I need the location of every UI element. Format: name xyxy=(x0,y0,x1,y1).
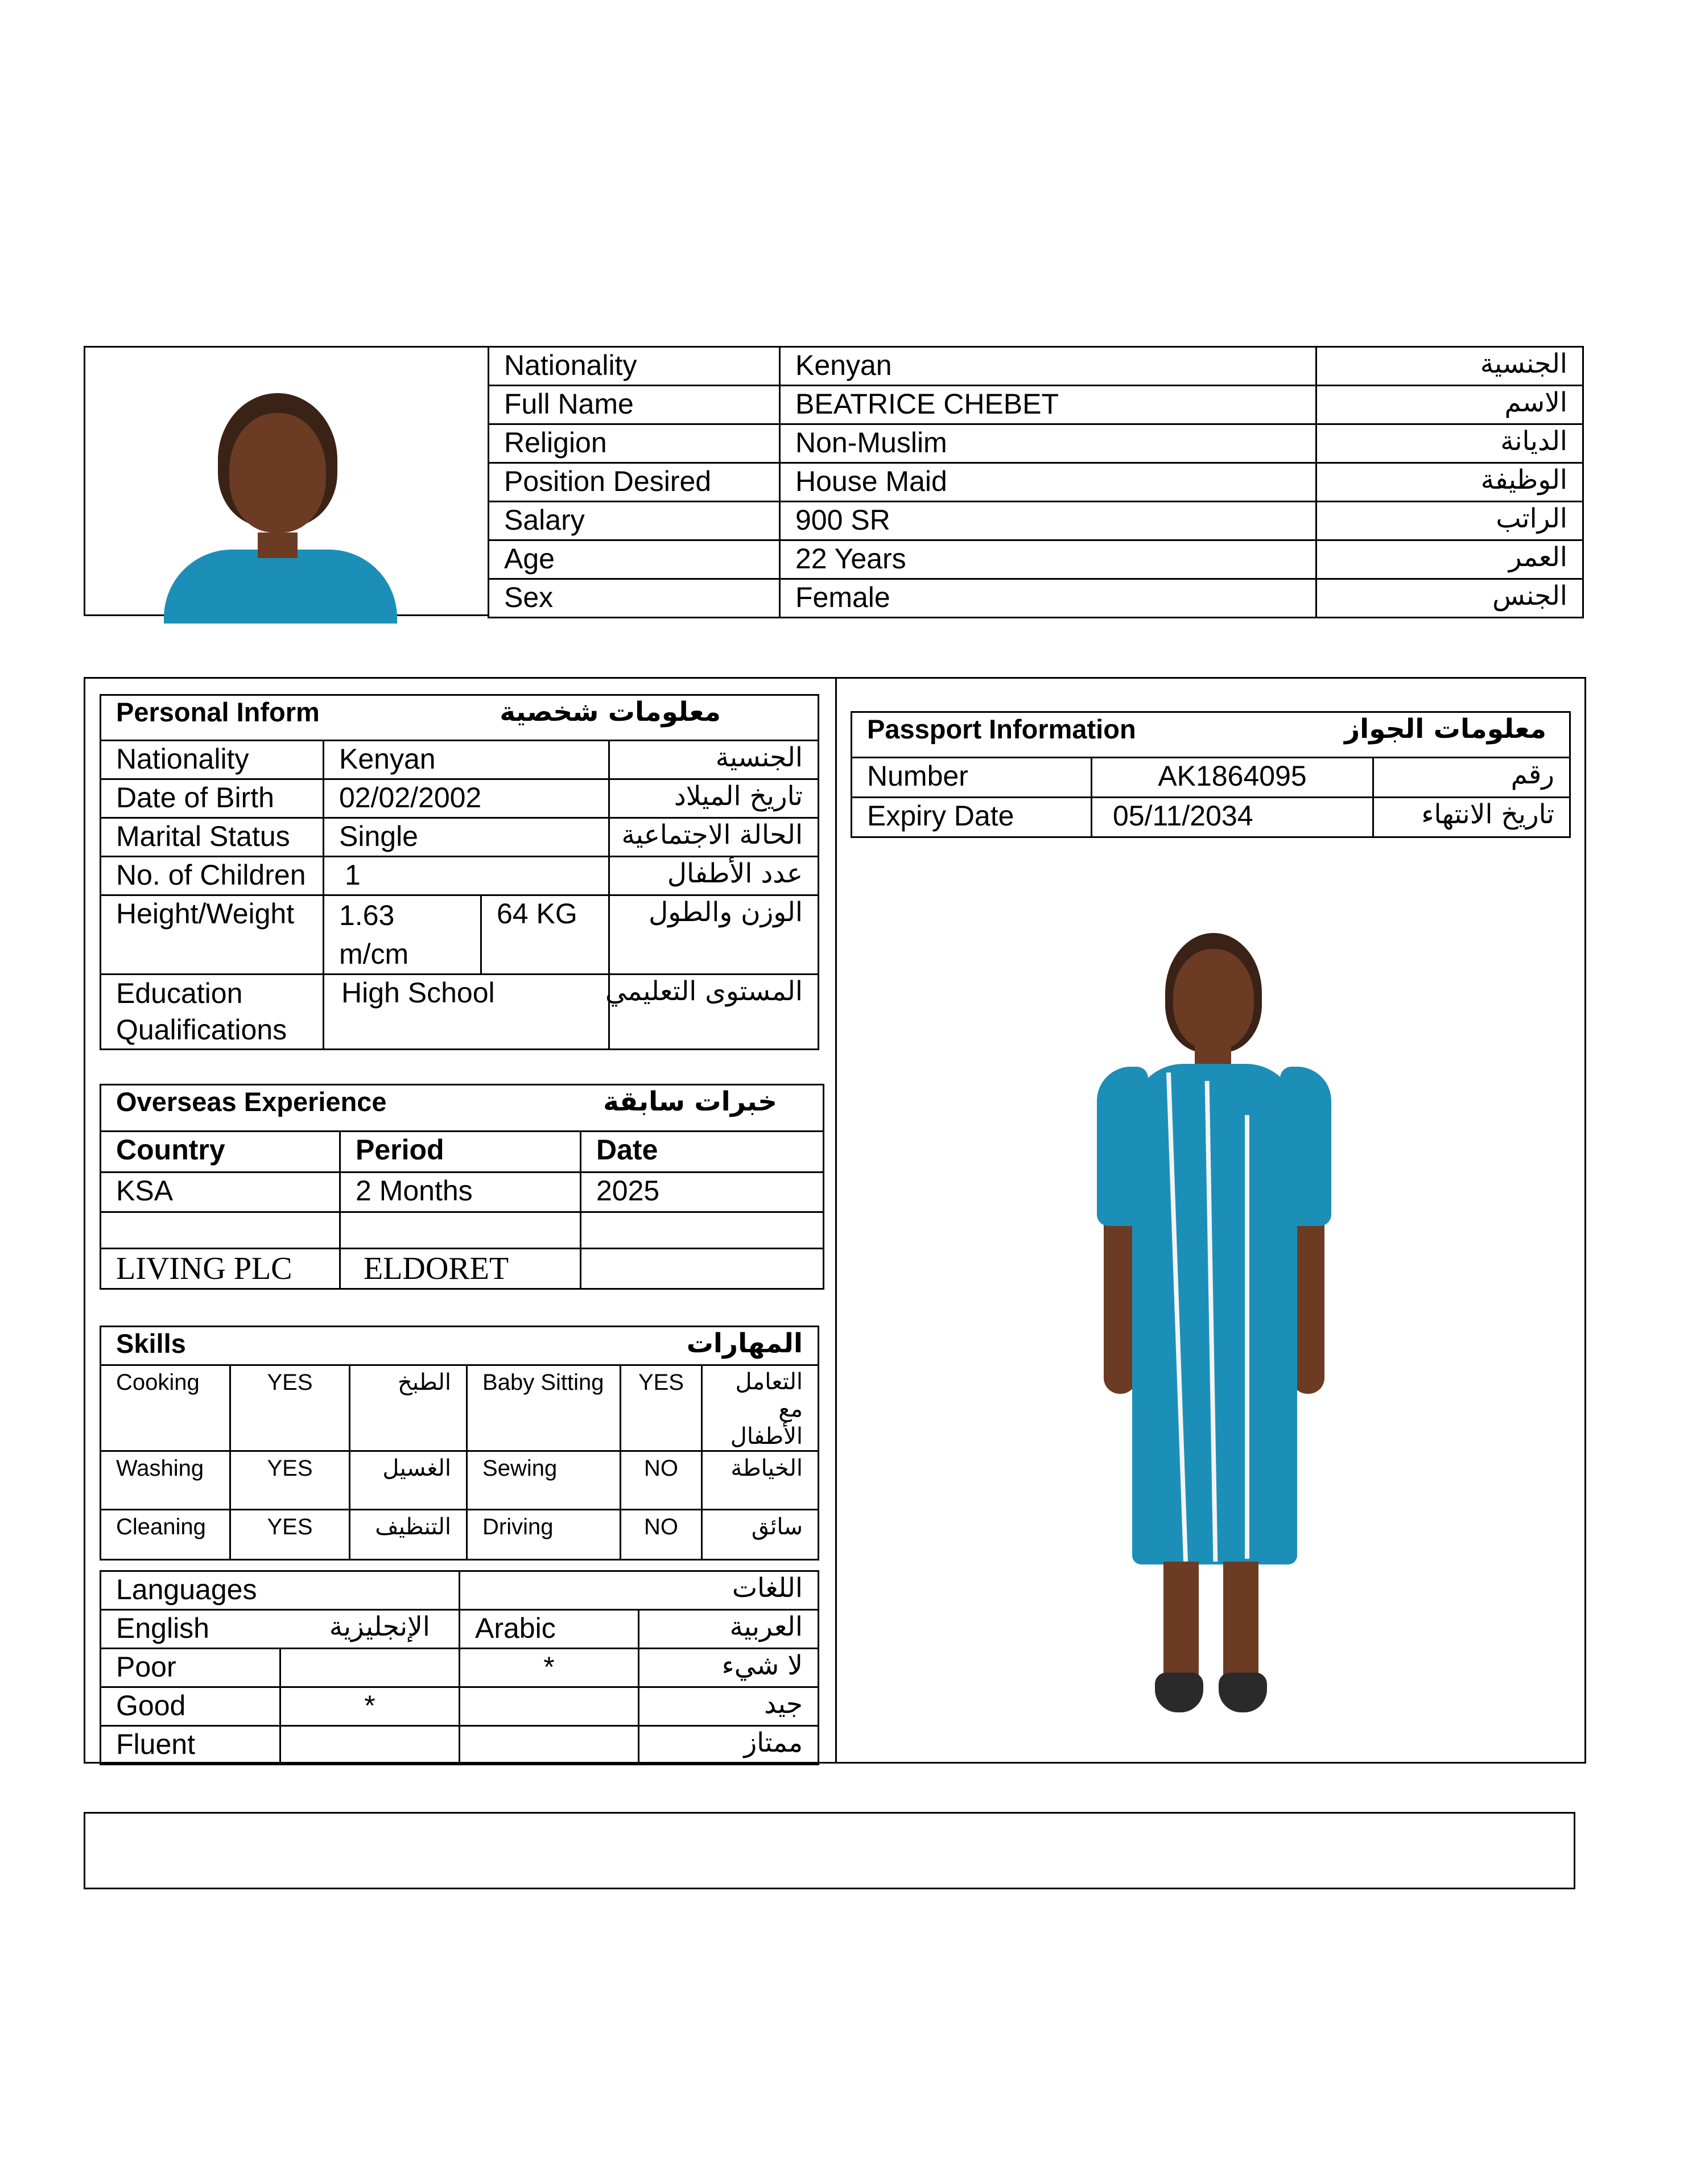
marital-label-ar: الحالة الاجتماعية xyxy=(609,818,819,857)
marital-label: Marital Status xyxy=(101,818,324,857)
header-label-ar: الجنس xyxy=(1316,579,1583,618)
personal-row-marital xyxy=(101,818,819,857)
overseas-country: KSA xyxy=(101,1172,340,1212)
passport-expiry-label: Expiry Date xyxy=(852,798,1092,837)
passport-info-table xyxy=(851,711,1571,838)
main-section-divider xyxy=(835,677,837,1764)
header-label: Salary xyxy=(489,502,780,540)
personal-row-nationality xyxy=(101,741,819,779)
header-photo-box xyxy=(84,346,488,616)
header-value: Non-Muslim xyxy=(780,424,1316,463)
skill-babysitting-value: YES xyxy=(621,1365,702,1451)
header-label-ar: الديانة xyxy=(1316,424,1583,463)
header-value: BEATRICE CHEBET xyxy=(780,386,1316,424)
header-label: Nationality xyxy=(489,347,780,386)
overseas-header-period: Period xyxy=(340,1132,581,1172)
personal-title-ar: معلومات شخصية xyxy=(481,695,819,741)
level-fluent-english xyxy=(280,1726,460,1765)
language-english: English xyxy=(116,1612,209,1644)
skill-driving-label: Driving xyxy=(467,1510,621,1560)
skill-babysitting-label-ar: التعامل مع الأطفال xyxy=(702,1365,819,1451)
overseas-row xyxy=(101,1172,824,1212)
nationality-label: Nationality xyxy=(101,741,324,779)
skills-row xyxy=(101,1451,819,1510)
skill-driving-label-ar: سائق xyxy=(702,1510,819,1560)
dob-value: 02/02/2002 xyxy=(324,779,609,818)
language-english-cell xyxy=(101,1610,460,1649)
header-label-ar: الوظيفة xyxy=(1316,463,1583,502)
skill-washing-value: YES xyxy=(230,1451,350,1510)
header-value: 22 Years xyxy=(780,540,1316,579)
overseas-date xyxy=(581,1212,824,1249)
passport-number-label-ar: رقم xyxy=(1373,758,1570,798)
nationality-value: Kenyan xyxy=(324,741,609,779)
skills-table xyxy=(100,1326,819,1560)
skill-washing-label: Washing xyxy=(101,1451,230,1510)
height-weight-label: Height/Weight xyxy=(101,895,324,975)
agency-location: ELDORET xyxy=(340,1249,581,1289)
full-body-photo xyxy=(1092,933,1331,1729)
skill-cleaning-label-ar: التنظيف xyxy=(350,1510,467,1560)
headshot-photo xyxy=(164,387,397,615)
passport-number-row xyxy=(852,758,1570,798)
level-poor-arabic: * xyxy=(460,1649,639,1687)
skills-row xyxy=(101,1365,819,1451)
header-row xyxy=(489,540,1583,579)
overseas-country xyxy=(101,1212,340,1249)
header-label-ar: الجنسية xyxy=(1316,347,1583,386)
header-label-ar: العمر xyxy=(1316,540,1583,579)
overseas-header-country: Country xyxy=(101,1132,340,1172)
level-poor-label: Poor xyxy=(101,1649,280,1687)
personal-row-dob xyxy=(101,779,819,818)
skill-sewing-value: NO xyxy=(621,1451,702,1510)
personal-row-education xyxy=(101,975,819,1050)
language-english-ar: الإنجليزية xyxy=(329,1611,430,1642)
height-value: 1.63 m/cm xyxy=(324,895,481,975)
overseas-title-ar: خبرات سابقة xyxy=(581,1085,824,1132)
header-label-ar: الراتب xyxy=(1316,502,1583,540)
header-row xyxy=(489,502,1583,540)
passport-number-label: Number xyxy=(852,758,1092,798)
personal-title-row xyxy=(101,695,819,741)
header-value: 900 SR xyxy=(780,502,1316,540)
dob-label: Date of Birth xyxy=(101,779,324,818)
passport-title-row xyxy=(852,712,1570,758)
level-good-label: Good xyxy=(101,1687,280,1726)
passport-expiry-row xyxy=(852,798,1570,837)
skill-cooking-label-ar: الطبخ xyxy=(350,1365,467,1451)
skill-washing-label-ar: الغسيل xyxy=(350,1451,467,1510)
skill-sewing-label: Sewing xyxy=(467,1451,621,1510)
languages-title: Languages xyxy=(101,1571,460,1610)
children-label-ar: عدد الأطفال xyxy=(609,857,819,895)
overseas-title: Overseas Experience xyxy=(101,1085,581,1132)
level-good-english: * xyxy=(280,1687,460,1726)
skills-row xyxy=(101,1510,819,1560)
header-label: Position Desired xyxy=(489,463,780,502)
header-row xyxy=(489,347,1583,386)
passport-expiry-label-ar: تاريخ الانتهاء xyxy=(1373,798,1570,837)
level-poor-label-ar: لا شيء xyxy=(639,1649,819,1687)
overseas-date xyxy=(581,1249,824,1289)
dob-label-ar: تاريخ الميلاد xyxy=(609,779,819,818)
marital-value: Single xyxy=(324,818,609,857)
weight-value: 64 KG xyxy=(481,895,609,975)
header-info-table xyxy=(488,346,1584,618)
overseas-header-date: Date xyxy=(581,1132,824,1172)
overseas-period: 2 Months xyxy=(340,1172,581,1212)
skill-sewing-label-ar: الخياطة xyxy=(702,1451,819,1510)
header-label: Religion xyxy=(489,424,780,463)
education-label-ar: المستوى التعليمي xyxy=(609,975,819,1050)
overseas-row xyxy=(101,1212,824,1249)
language-level-row xyxy=(101,1649,819,1687)
passport-expiry-value: 05/11/2034 xyxy=(1092,798,1373,837)
skill-driving-value: NO xyxy=(621,1510,702,1560)
nationality-label-ar: الجنسية xyxy=(609,741,819,779)
skill-cleaning-value: YES xyxy=(230,1510,350,1560)
personal-title: Personal Inform xyxy=(101,695,481,741)
header-row xyxy=(489,463,1583,502)
overseas-row xyxy=(101,1249,824,1289)
overseas-experience-table xyxy=(100,1084,824,1290)
overseas-date: 2025 xyxy=(581,1172,824,1212)
agency-name: LIVING PLC xyxy=(101,1249,340,1289)
level-fluent-arabic xyxy=(460,1726,639,1765)
skill-babysitting-label: Baby Sitting xyxy=(467,1365,621,1451)
personal-row-height-weight xyxy=(101,895,819,975)
level-poor-english xyxy=(280,1649,460,1687)
skill-cooking-value: YES xyxy=(230,1365,350,1451)
passport-title: Passport Information xyxy=(852,712,1373,758)
skill-cooking-label: Cooking xyxy=(101,1365,230,1451)
height-weight-label-ar: الوزن والطول xyxy=(609,895,819,975)
level-good-arabic xyxy=(460,1687,639,1726)
skills-title: Skills xyxy=(101,1327,467,1365)
skills-title-row xyxy=(101,1327,819,1365)
languages-header-row xyxy=(101,1610,819,1649)
header-row xyxy=(489,424,1583,463)
languages-title-row xyxy=(101,1571,819,1610)
header-label: Full Name xyxy=(489,386,780,424)
education-value: High School xyxy=(324,975,609,1050)
overseas-title-row xyxy=(101,1085,824,1132)
header-label-ar: الاسم xyxy=(1316,386,1583,424)
skills-title-ar: المهارات xyxy=(467,1327,819,1365)
personal-row-children xyxy=(101,857,819,895)
header-row xyxy=(489,386,1583,424)
level-fluent-label-ar: ممتاز xyxy=(639,1726,819,1765)
header-value: Kenyan xyxy=(780,347,1316,386)
language-level-row xyxy=(101,1726,819,1765)
level-good-label-ar: جيد xyxy=(639,1687,819,1726)
header-row xyxy=(489,579,1583,618)
overseas-header-row xyxy=(101,1132,824,1172)
children-value: 1 xyxy=(324,857,609,895)
header-label: Sex xyxy=(489,579,780,618)
children-label: No. of Children xyxy=(101,857,324,895)
language-arabic-ar: العربية xyxy=(639,1610,819,1649)
languages-table xyxy=(100,1570,819,1765)
header-value: Female xyxy=(780,579,1316,618)
languages-title-ar: اللغات xyxy=(460,1571,819,1610)
passport-title-ar: معلومات الجواز xyxy=(1373,712,1570,758)
passport-number-value: AK1864095 xyxy=(1092,758,1373,798)
language-arabic: Arabic xyxy=(460,1610,639,1649)
level-fluent-label: Fluent xyxy=(101,1726,280,1765)
language-level-row xyxy=(101,1687,819,1726)
education-label: Education Qualifications xyxy=(101,975,324,1050)
header-value: House Maid xyxy=(780,463,1316,502)
personal-info-table xyxy=(100,694,819,1050)
header-label: Age xyxy=(489,540,780,579)
overseas-period xyxy=(340,1212,581,1249)
skill-cleaning-label: Cleaning xyxy=(101,1510,230,1560)
notes-box xyxy=(84,1812,1575,1889)
